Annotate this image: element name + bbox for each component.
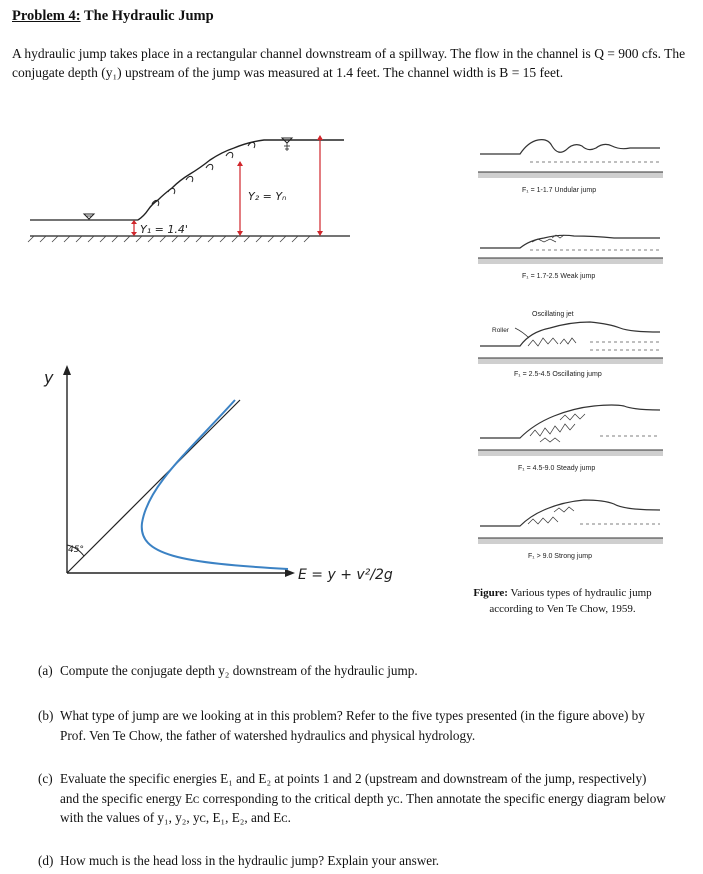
undular-jump-label: F₁ = 1-1.7 Undular jump — [522, 187, 597, 194]
problem-label: Problem 4: — [12, 8, 81, 24]
strong-jump-panel — [478, 500, 663, 560]
problem-title — [12, 8, 214, 25]
angle-label: 45° — [68, 545, 84, 555]
question-b-label: (b) — [38, 708, 54, 723]
y1-label: Y₁ = 1.4' — [140, 223, 188, 236]
question-a-text: Compute the conjugate depth y₂ downstream of the hydraulic jump. — [60, 663, 418, 678]
caption-label: Figure: — [473, 587, 508, 599]
question-c-label: (c) — [38, 771, 53, 786]
question-a-label: (a) — [38, 663, 53, 678]
steady-jump-panel — [478, 405, 663, 472]
weak-jump-panel — [478, 235, 663, 280]
specific-energy-diagram — [30, 355, 410, 600]
oscillating-jump-label: F₁ = 2.5-4.5 Oscillating jump — [514, 371, 602, 378]
problem-statement: A hydraulic jump takes place in a rectangular channel downstream of a spillway. The flow in the channel is Q = 900 cfs. The conjugate depth (y₁) upstream of the jump was measured at 1.4 feet. The channel width is B = 15 feet. — [12, 46, 686, 80]
steady-jump-label: F₁ = 4.5-9.0 Steady jump — [518, 465, 596, 472]
question-d — [38, 851, 668, 871]
caption-text: Various types of hydraulic jump according to Ven Te Chow, 1959. — [489, 587, 652, 615]
roller-label: Roller — [492, 327, 509, 334]
question-d-label: (d) — [38, 853, 54, 868]
y-axis-label: y — [44, 368, 54, 387]
hydraulic-jump-sketch — [20, 120, 360, 255]
problem-name: The Hydraulic Jump — [83, 8, 214, 24]
question-c-text: Evaluate the specific energies E₁ and E₂ at points 1 and 2 (upstream and downstream of the jump, respectively) and the specific energy Eᴄ corresponding to the critical depth yᴄ. Then annotate the specific energy diagram below with the values of y₁, y₂, yᴄ, E₁, E₂, and Eᴄ. — [60, 771, 666, 825]
strong-jump-label: F₁ > 9.0 Strong jump — [528, 553, 593, 560]
oscillating-jet-label: Oscillating jet — [532, 311, 574, 318]
oscillating-jump-panel — [478, 311, 663, 378]
chow-jump-types-figure — [470, 120, 670, 585]
y2-label: Y₂ = Yₙ — [248, 190, 287, 203]
weak-jump-label: F₁ = 1.7-2.5 Weak jump — [522, 273, 596, 280]
question-d-text: How much is the head loss in the hydraulic jump? Explain your answer. — [60, 853, 440, 868]
question-b — [38, 706, 668, 745]
question-b-text: What type of jump are we looking at in this problem? Refer to the five types presented (in the figure above) by Prof. Ven Te Chow, the father of watershed hydraulics and physical hydrology. — [60, 708, 645, 743]
question-a — [38, 661, 668, 681]
figure-caption — [455, 585, 670, 617]
question-c — [38, 769, 668, 828]
x-axis-label: E = y + v²/2g — [298, 567, 393, 583]
undular-jump-panel — [478, 140, 663, 194]
